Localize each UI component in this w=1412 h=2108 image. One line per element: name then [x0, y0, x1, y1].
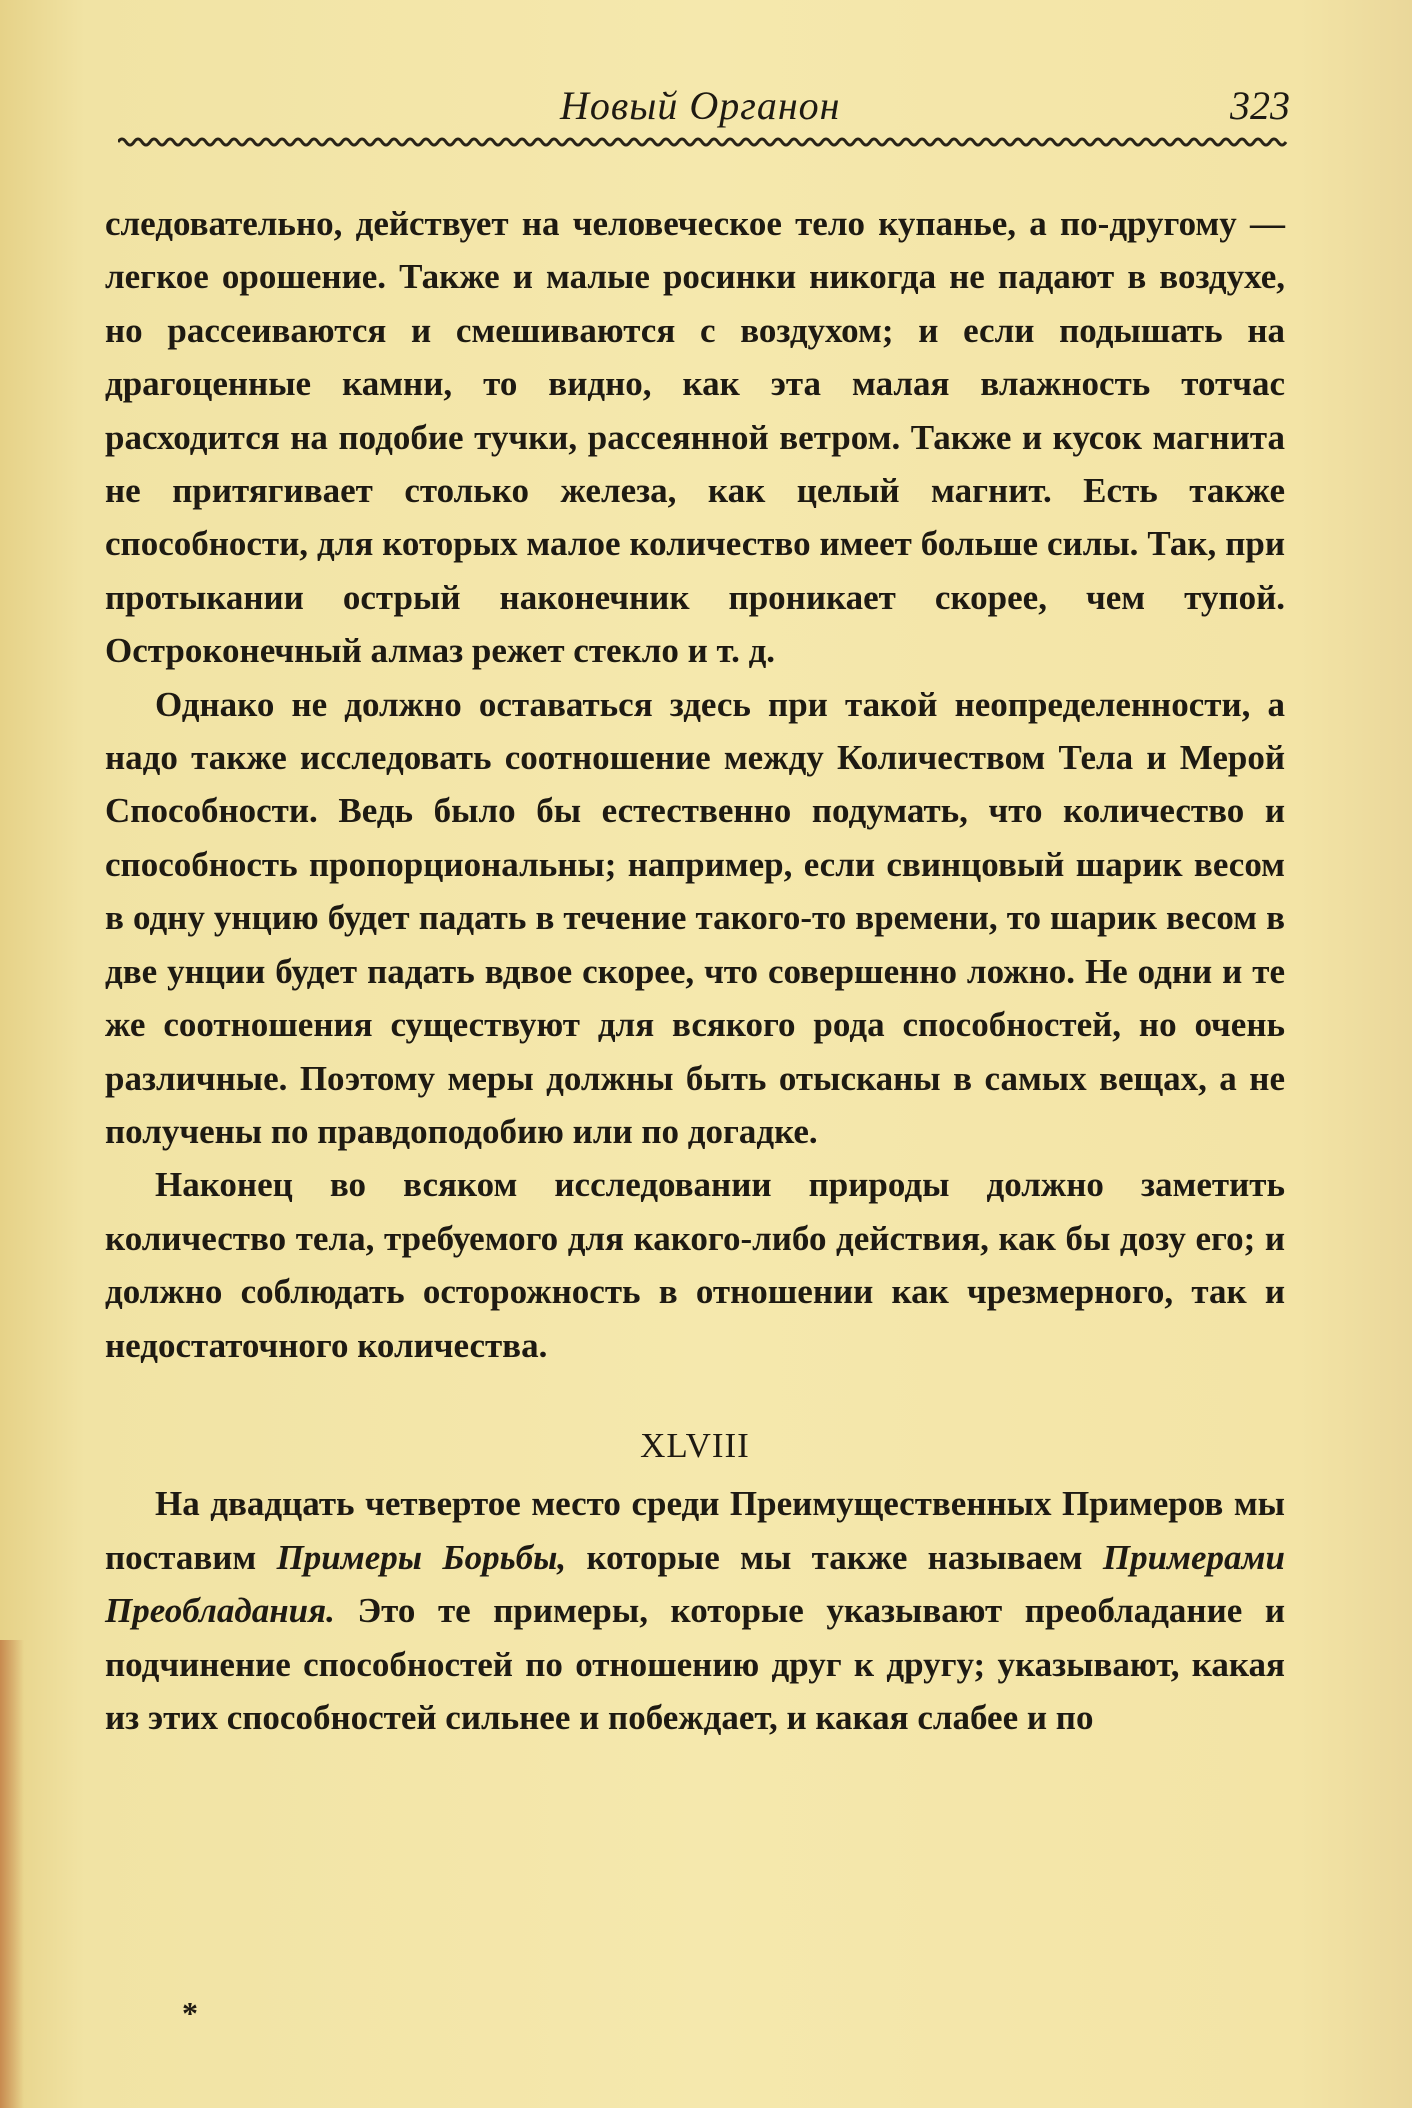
paragraph: Наконец во всяком исследовании природы должно заметить количество тела, требуемого для какого-либо действия, как бы дозу его; и должно соблюдать осторожность в отношении как чрезмерного, так и недостаточного количества. [105, 1165, 1285, 1365]
section-heading: XLVIII [640, 1425, 750, 1465]
section-paragraph [105, 1477, 1285, 1744]
text-run: Это те примеры, которые указывают преобладание и подчинение способностей по отношению друг к другу; указывают, какая из этих способностей сильнее и побеждает, и какая слабее и по [105, 1591, 1285, 1737]
footnote-mark: * [182, 1995, 198, 2031]
paragraph-continued: следовательно, действует на человеческое тело купанье, а по-другому — легкое орошение. Также и малые росинки никогда не падают в воздухе, но рассеиваются и смешиваются с воздухом; и если подышать на драгоценные камни, то видно, как эта малая влажность тотчас расходится на подобие тучки, рассеянной ветром. Также и кусок магнита не притягивает столько железа, как целый магнит. Есть также способности, для которых малое количество имеет больше силы. Так, при протыкании острый наконечник проникает скорее, чем тупой. Остроконечный алмаз режет стекло и т. д. [105, 204, 1285, 671]
text-run: На двадцать четвертое место среди Преимущественных Примеров мы поставим [105, 1484, 1285, 1577]
page-number: 323 [1230, 83, 1290, 128]
decorative-wavy-rule [118, 135, 1290, 149]
running-header [110, 70, 1290, 140]
text-run: которые мы также называем [566, 1537, 1103, 1577]
main-text [105, 197, 1285, 1744]
page-edge-stain [0, 1640, 24, 2108]
running-title: Новый Органон [560, 83, 841, 128]
paragraph: Однако не должно оставаться здесь при такой неопределенности, а надо также исследовать соотношение между Количеством Тела и Мерой Способности. Ведь было бы естественно подумать, что количество и способность пропорциональны; например, если свинцовый шарик весом в одну унцию будет падать в течение такого-то времени, то шарик весом в две унции будет падать вдвое скорее, что совершенно ложно. Не одни и те же соотношения существуют для всякого рода способностей, но очень различные. Поэтому меры должны быть отысканы в самых вещах, а не получены по правдоподобию или по догадке. [105, 684, 1285, 1151]
italic-term: Примерами Преобладания. [105, 1537, 1286, 1631]
italic-term: Примеры Борьбы, [276, 1537, 567, 1577]
